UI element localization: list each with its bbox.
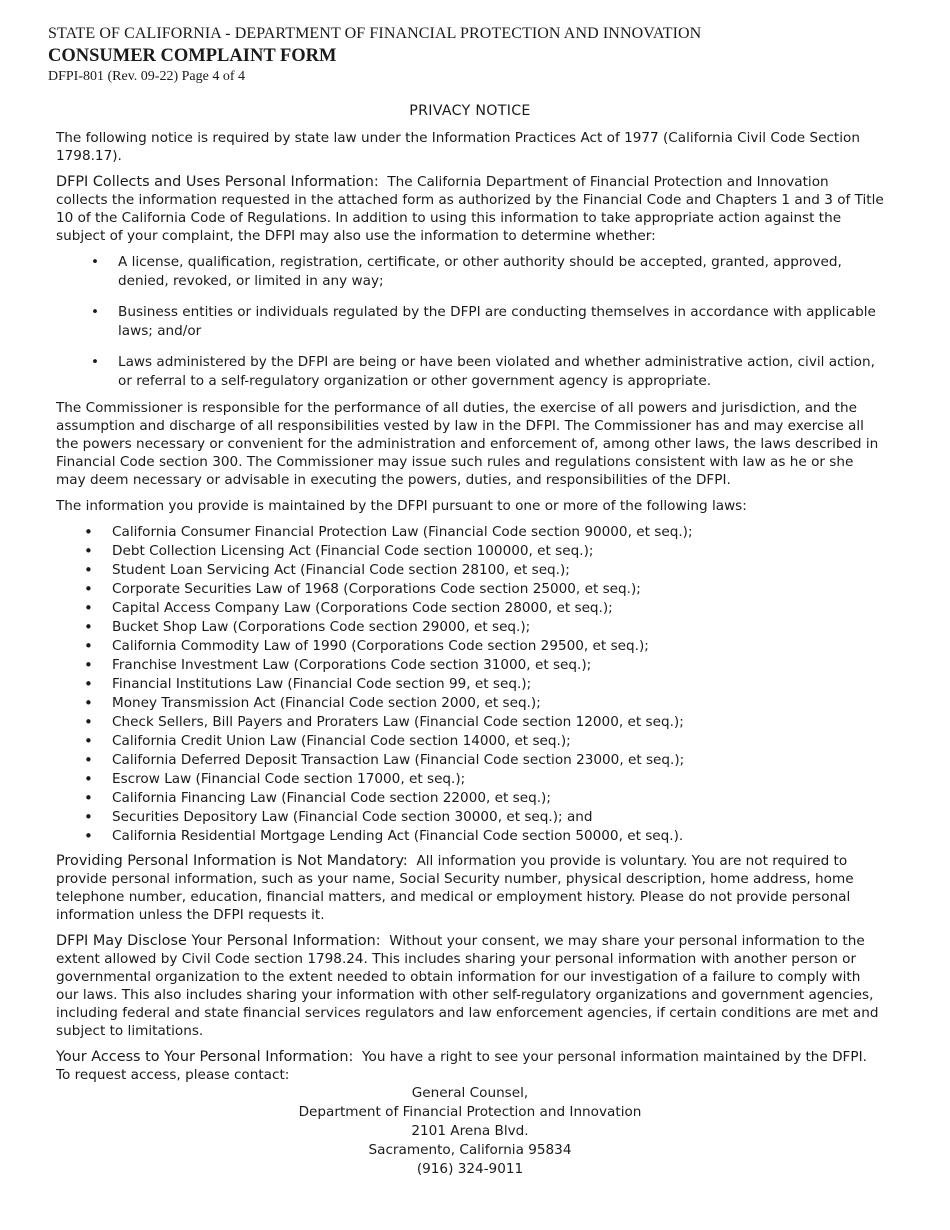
law-item: • California Consumer Financial Protection Law (Financial Code section 90000, et seq.); [84, 523, 693, 541]
access-text: You have a right to see your personal information maintained by the DFPI. To request access, please contact: [56, 1049, 867, 1083]
bullet-icon: • [91, 254, 100, 270]
law-item: • Financial Institutions Law (Financial Code section 99, et seq.); [84, 675, 532, 693]
form-title: CONSUMER COMPLAINT FORM [48, 46, 337, 66]
law-item: • California Residential Mortgage Lending Act (Financial Code section 50000, et seq.). [84, 827, 684, 845]
list-item: • Laws administered by the DFPI are being or have been violated and whether administrative action, civil action, or referral to a self-regulatory organization or other government agency is appropriate. [91, 354, 875, 389]
law-item: • Debt Collection Licensing Act (Financial Code section 100000, et seq.); [84, 542, 594, 560]
form-header [48, 24, 701, 86]
bullet-icon: • [91, 304, 100, 320]
bullet-icon: • [84, 561, 93, 579]
bullet-icon: • [84, 637, 93, 655]
law-item: • Franchise Investment Law (Corporations Code section 31000, et seq.); [84, 656, 592, 674]
bullet-icon: • [84, 770, 93, 788]
intro-paragraph: The following notice is required by state law under the Information Practices Act of 1977 (California Civil Code Section 1798.17). [56, 130, 860, 164]
list-item: • Business entities or individuals regulated by the DFPI are conducting themselves in accordance with applicable laws; and/or [91, 304, 876, 339]
notice-title: PRIVACY NOTICE [409, 103, 531, 119]
collects-paragraph [56, 173, 884, 245]
collects-text: The California Department of Financial Protection and Innovation collects the information requested in the attached form as authorized by the Financial Code and Chapters 1 and 3 of Title 10 of the California Code of Regulations. In addition to using this information to take appropriate action against the subject of your complaint, the DFPI may also use the information to determine whether: [56, 174, 884, 244]
bullet-icon: • [84, 732, 93, 750]
laws-list [56, 523, 884, 846]
not-mandatory-heading: Providing Personal Information is Not Mandatory: [56, 853, 408, 869]
commissioner-paragraph: The Commissioner is responsible for the performance of all duties, the exercise of all powers and jurisdiction, and the assumption and discharge of all responsibilities vested by law in the DFPI. The Commissioner has and may exercise all the powers necessary or convenient for the administration and enforcement of, among other laws, the laws described in Financial Code section 300. The Commissioner may issue such rules and regulations consistent with law as he or she may deem necessary or advisable in executing the powers, duties, and responsibilities of the DFPI. [56, 400, 879, 488]
law-item: • Escrow Law (Financial Code section 17000, et seq.); [84, 770, 466, 788]
bullet-icon: • [84, 599, 93, 617]
law-item: • California Deferred Deposit Transaction Law (Financial Code section 23000, et seq.); [84, 751, 685, 769]
disclose-heading: DFPI May Disclose Your Personal Information: [56, 933, 381, 949]
bullet-icon: • [84, 523, 93, 541]
access-heading: Your Access to Your Personal Information: [56, 1049, 354, 1065]
bullet-icon: • [84, 808, 93, 826]
law-item: • Capital Access Company Law (Corporations Code section 28000, et seq.); [84, 599, 613, 617]
bullet-icon: • [91, 354, 100, 370]
agency-name: STATE OF CALIFORNIA - DEPARTMENT OF FINANCIAL PROTECTION AND INNOVATION [48, 25, 702, 42]
bullet-icon: • [84, 789, 93, 807]
bullet-icon: • [84, 713, 93, 731]
law-item: • Money Transmission Act (Financial Code section 2000, et seq.); [84, 694, 541, 712]
law-item: • Check Sellers, Bill Payers and Proraters Law (Financial Code section 12000, et seq.); [84, 713, 684, 731]
privacy-notice [56, 100, 884, 1179]
law-item: • Bucket Shop Law (Corporations Code section 29000, et seq.); [84, 618, 531, 636]
disclose-text: Without your consent, we may share your personal information to the extent allowed by Civil Code section 1798.24. This includes sharing your personal information with another person or governmental organization to the extent needed to obtain information for our investigation of a failure to comply with our laws. This also includes sharing your information with other self-regulatory organizations and government agencies, including federal and state financial services regulators and law enforcement agencies, if certain conditions are met and subject to limitations. [56, 933, 879, 1039]
bullet-icon: • [84, 618, 93, 636]
law-item: • Securities Depository Law (Financial Code section 30000, et seq.); and [84, 808, 593, 826]
contact-phone: (916) 324-9011 [416, 1161, 524, 1177]
law-item: • California Commodity Law of 1990 (Corporations Code section 29500, et seq.); [84, 637, 649, 655]
contact-address [56, 1084, 884, 1179]
contact-department: Department of Financial Protection and Innovation [298, 1104, 642, 1120]
contact-city: Sacramento, California 95834 [368, 1142, 572, 1158]
bullet-icon: • [84, 675, 93, 693]
list-item: • A license, qualification, registration, certificate, or other authority should be accepted, granted, approved, denied, revoked, or limited in any way; [91, 254, 842, 289]
collects-heading: DFPI Collects and Uses Personal Information: [56, 174, 379, 190]
contact-street: 2101 Arena Blvd. [411, 1123, 529, 1139]
form-id: DFPI-801 (Rev. 09-22) Page 4 of 4 [48, 69, 246, 84]
law-item: • Corporate Securities Law of 1968 (Corporations Code section 25000, et seq.); [84, 580, 641, 598]
not-mandatory-text: All information you provide is voluntary. You are not required to provide personal information, such as your name, Social Security number, physical description, home address, home telephone number, education, financial matters, and medical or employment history. Please do not provide personal information unless the DFPI requests it. [56, 853, 854, 923]
law-item: • Student Loan Servicing Act (Financial Code section 28100, et seq.); [84, 561, 570, 579]
bullet-icon: • [84, 656, 93, 674]
access-paragraph [56, 1048, 884, 1084]
contact-name: General Counsel, [411, 1085, 529, 1101]
disclose-paragraph [56, 932, 884, 1040]
law-item: • California Credit Union Law (Financial Code section 14000, et seq.); [84, 732, 571, 750]
law-item: • California Financing Law (Financial Code section 22000, et seq.); [84, 789, 551, 807]
bullet-icon: • [84, 694, 93, 712]
bullet-icon: • [84, 542, 93, 560]
bullet-icon: • [84, 580, 93, 598]
determine-list [56, 253, 884, 391]
not-mandatory-paragraph [56, 852, 884, 924]
maintained-paragraph: The information you provide is maintained by the DFPI pursuant to one or more of the following laws: [56, 498, 747, 514]
bullet-icon: • [84, 751, 93, 769]
bullet-icon: • [84, 827, 93, 845]
